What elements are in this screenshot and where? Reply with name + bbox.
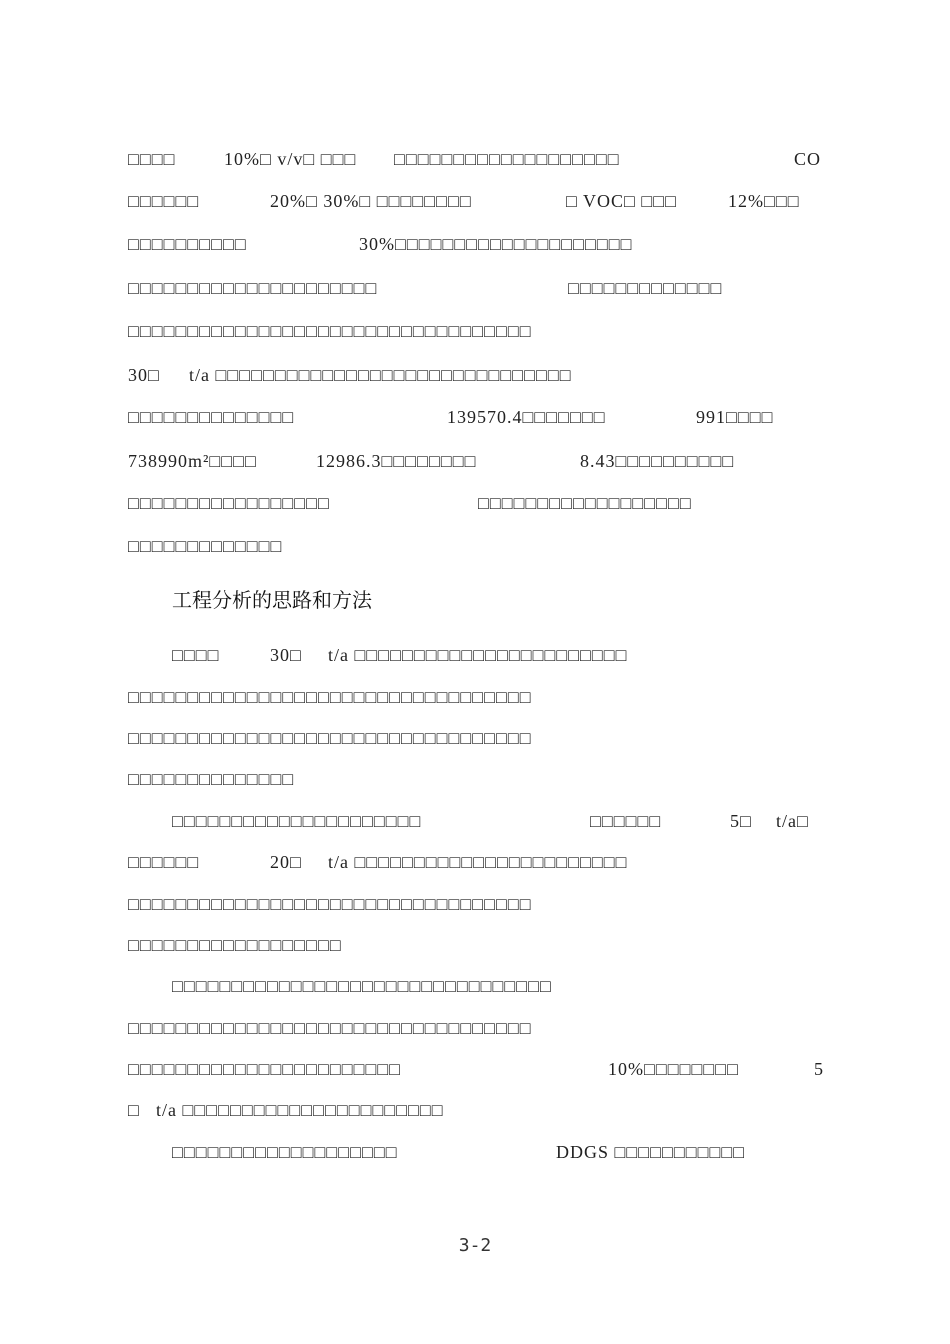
text-fragment: 8.43□□□□□□□□□□ bbox=[580, 451, 735, 471]
text-line bbox=[128, 188, 800, 214]
text-fragment: 5□ bbox=[730, 811, 752, 831]
text-line bbox=[128, 725, 532, 751]
text-fragment: □ bbox=[128, 1100, 140, 1120]
text-fragment: 30□ bbox=[270, 645, 302, 665]
text-fragment: DDGS □□□□□□□□□□□ bbox=[556, 1142, 746, 1162]
text-fragment: □□□□□□□□□□□□□□□□□□□□□ bbox=[128, 278, 378, 298]
text-line bbox=[128, 275, 723, 301]
text-line bbox=[128, 849, 628, 875]
text-fragment: □□□□□□□□□□□□□ bbox=[128, 536, 283, 556]
text-line bbox=[128, 490, 692, 516]
text-fragment: □ VOC□ □□□ bbox=[566, 191, 678, 211]
text-fragment: □□□□□□□□□□□□□□□□□ bbox=[128, 493, 330, 513]
text-fragment: □□□□□□□□□□□□□□□□□□□□□□□□□□□□□□□□□□ bbox=[128, 1018, 532, 1038]
text-fragment: t/a □□□□□□□□□□□□□□□□□□□□□□□ bbox=[328, 852, 628, 872]
text-fragment: □□□□□□□□□□□□□□□□□□ bbox=[128, 935, 342, 955]
text-fragment: □□□□□□□□□□□□□□□□□□□□□□□□□□□□□□□□□□ bbox=[128, 728, 532, 748]
text-fragment: □□□□□□□□□□□□□□□□□□□□□□□ bbox=[128, 1059, 402, 1079]
text-fragment: 10%□ v/v□ □□□ bbox=[224, 149, 357, 169]
text-line bbox=[128, 642, 628, 668]
text-line bbox=[128, 448, 735, 474]
text-line bbox=[128, 1056, 824, 1082]
text-fragment: 5 bbox=[814, 1059, 824, 1079]
text-line bbox=[128, 533, 283, 559]
text-fragment: t/a□ bbox=[776, 811, 809, 831]
text-fragment: □□□□□□□□□□□□□□□□□□□□□□□□□□□□□□□□□□ bbox=[128, 321, 532, 341]
text-fragment: □□□□□□□□□□□□□□ bbox=[128, 407, 295, 427]
text-fragment: t/a □□□□□□□□□□□□□□□□□□□□□□ bbox=[156, 1100, 444, 1120]
text-fragment: 30%□□□□□□□□□□□□□□□□□□□□ bbox=[359, 234, 633, 254]
text-fragment: □□□□□□□□□□□□□□□□□□□ bbox=[394, 149, 620, 169]
text-fragment: □□□□ bbox=[128, 149, 176, 169]
text-line bbox=[128, 318, 532, 344]
text-fragment: □□□□□□□□□□□□□□ bbox=[128, 769, 295, 789]
text-fragment: 738990m²□□□□ bbox=[128, 451, 257, 471]
text-line bbox=[128, 231, 633, 257]
text-fragment: □□□□□□ bbox=[128, 852, 200, 872]
text-fragment: t/a □□□□□□□□□□□□□□□□□□□□□□□ bbox=[328, 645, 628, 665]
text-fragment: t/a □□□□□□□□□□□□□□□□□□□□□□□□□□□□□□ bbox=[189, 365, 572, 385]
text-fragment: CO bbox=[794, 149, 822, 169]
text-fragment: □□□□ bbox=[172, 645, 220, 665]
text-line bbox=[128, 932, 342, 958]
text-line bbox=[128, 1015, 532, 1041]
text-fragment: 20%□ 30%□ □□□□□□□□ bbox=[270, 191, 472, 211]
text-fragment: □□□□□□□□□□□□□□□□□□□□□□□□□□□□□□□□□□ bbox=[128, 894, 532, 914]
text-fragment: □□□□□□ bbox=[590, 811, 662, 831]
text-fragment: 12%□□□ bbox=[728, 191, 800, 211]
text-line bbox=[128, 1139, 746, 1165]
text-line bbox=[128, 1097, 444, 1123]
text-fragment: □□□□□□□□□□ bbox=[128, 234, 247, 254]
text-line bbox=[128, 404, 774, 430]
text-fragment: 30□ bbox=[128, 365, 160, 385]
text-fragment: □□□□□□□□□□□□□ bbox=[568, 278, 723, 298]
text-fragment: □□□□□□□□□□□□□□□□□□□□□□□□□□□□□□□□□□ bbox=[128, 687, 532, 707]
text-fragment: 991□□□□ bbox=[696, 407, 774, 427]
text-fragment: □□□□□□□□□□□□□□□□□□□□□ bbox=[172, 811, 422, 831]
text-fragment: 20□ bbox=[270, 852, 302, 872]
text-fragment: 139570.4□□□□□□□ bbox=[447, 407, 606, 427]
text-line bbox=[128, 766, 295, 792]
text-line bbox=[128, 891, 532, 917]
text-fragment: 10%□□□□□□□□ bbox=[608, 1059, 739, 1079]
text-fragment: 12986.3□□□□□□□□ bbox=[316, 451, 477, 471]
section-heading: 工程分析的思路和方法 bbox=[172, 588, 372, 612]
text-line bbox=[128, 146, 822, 172]
text-fragment: □□□□□□□□□□□□□□□□□□□□□□□□□□□□□□□□ bbox=[172, 976, 552, 996]
text-line bbox=[128, 973, 552, 999]
text-line bbox=[128, 362, 572, 388]
text-fragment: □□□□□□□□□□□□□□□□□□□ bbox=[172, 1142, 398, 1162]
text-fragment: □□□□□□ bbox=[128, 191, 200, 211]
text-fragment: □□□□□□□□□□□□□□□□□□ bbox=[478, 493, 692, 513]
text-line bbox=[128, 808, 809, 834]
text-line bbox=[128, 684, 532, 710]
page-number: 3-2 bbox=[458, 1235, 492, 1256]
